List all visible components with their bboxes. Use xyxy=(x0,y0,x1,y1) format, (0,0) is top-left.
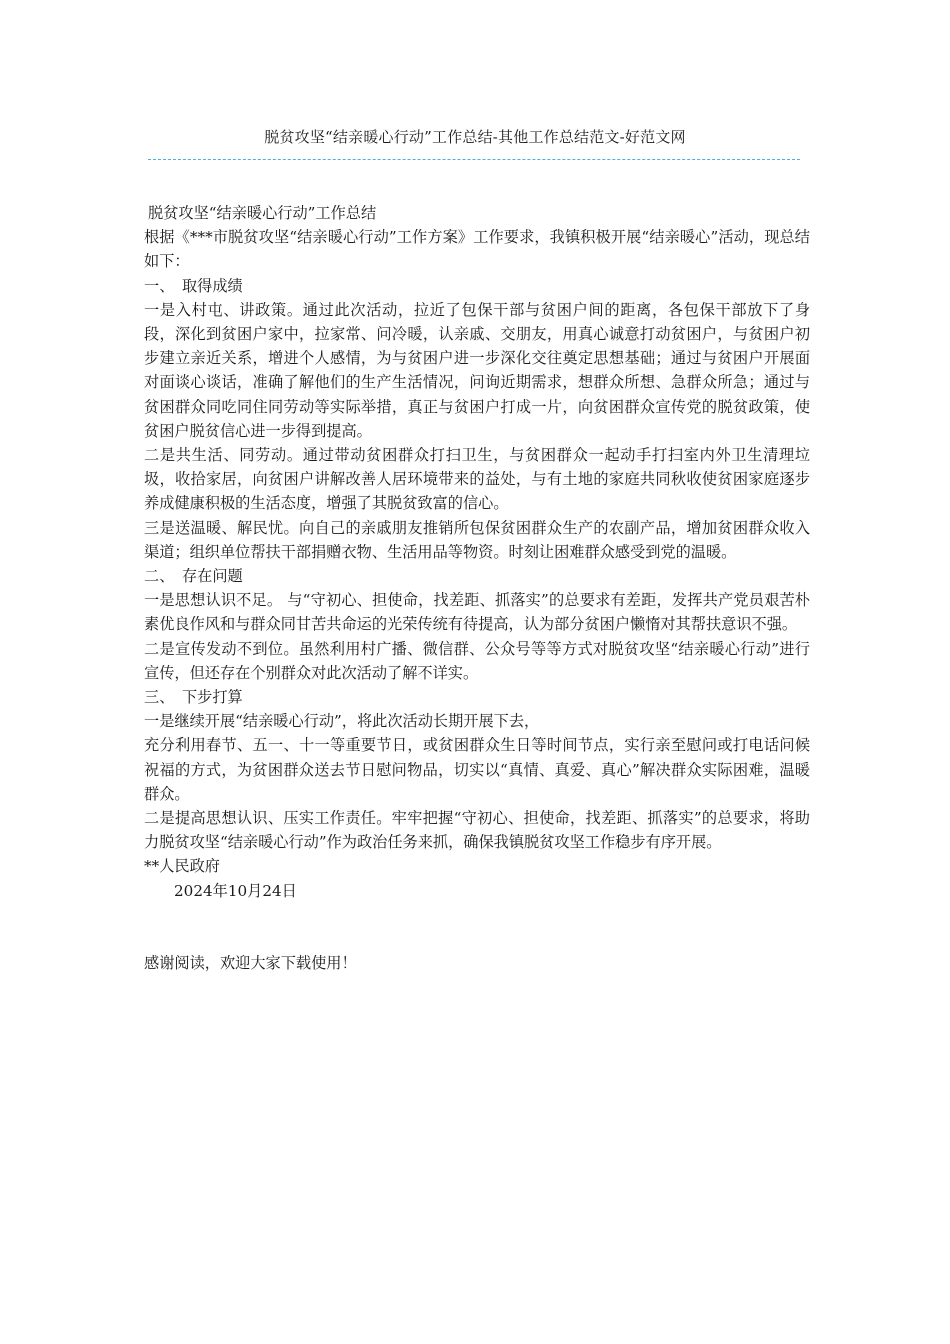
problem-paragraph-2: 二是宣传发动不到位。虽然利用村广播、微信群、公众号等等方式对脱贫攻坚“结亲暖心行动”进行宣传，但还存在个别群众对此次活动了解不详实。 xyxy=(144,639,810,682)
closing-note: 感谢阅读，欢迎大家下载使用！ xyxy=(144,954,357,973)
section-heading-achievements: 一、 取得成绩 xyxy=(144,276,243,295)
achievement-paragraph-3: 三是送温暖、解民忧。向自己的亲戚朋友推销所包保贫困群众生产的农副产品，增加贫困群众收入渠道；组织单位帮扶干部捐赠衣物、生活用品等物资。时刻让困难群众感受到党的温暖。 xyxy=(144,518,810,561)
section-heading-plans: 三、 下步打算 xyxy=(144,688,243,707)
plan-paragraph-1-continued: 充分利用春节、五一、十一等重要节日，或贫困群众生日等时间节点，实行亲至慰问或打电话问候祝福的方式，为贫困群众送去节日慰问物品，切实以“真情、真爱、真心”解决群众实际困难，温暖群众。 xyxy=(144,736,810,803)
plan-paragraph-1: 一是继续开展“结亲暖心行动”，将此次活动长期开展下去， xyxy=(144,712,540,731)
document-title: 脱贫攻坚“结亲暖心行动”工作总结 xyxy=(148,204,377,222)
date-line: 2024年10月24日 xyxy=(174,881,297,900)
problem-paragraph-1: 一是思想认识不足。 与“守初心、担使命，找差距、抓落实”的总要求有差距，发挥共产党员艰苦朴素优良作风和与群众同甘苦共命运的光荣传统有待提高，认为部分贫困户懒惰对其帮扶意识不强。 xyxy=(144,591,810,634)
intro-paragraph: 根据《***市脱贫攻坚“结亲暖心行动”工作方案》工作要求，我镇积极开展“结亲暖心”活动，现总结如下： xyxy=(144,228,810,271)
plan-paragraph-2: 二是提高思想认识、压实工作责任。牢牢把握“守初心、担使命，找差距、抓落实”的总要求，将助力脱贫攻坚“结亲暖心行动”作为政治任务来抓，确保我镇脱贫攻坚工作稳步有序开展。 xyxy=(144,809,810,852)
header-divider xyxy=(148,159,800,160)
achievement-paragraph-2: 二是共生活、同劳动。通过带动贫困群众打扫卫生，与贫困群众一起动手打扫室内外卫生清理垃圾，收拾家居，向贫困户讲解改善人居环境带来的益处，与有土地的家庭共同秋收使贫困家庭逐步养成健康积极的生活态度，增强了其脱贫致富的信心。 xyxy=(144,446,810,513)
document-body xyxy=(144,201,810,975)
section-heading-problems: 二、 存在问题 xyxy=(144,567,243,586)
signature-line: **人民政府 xyxy=(144,857,220,876)
blank-space xyxy=(144,903,810,951)
achievement-paragraph-1: 一是入村屯、讲政策。通过此次活动，拉近了包保干部与贫困户间的距离，各包保干部放下了身段，深化到贫困户家中，拉家常、问冷暖，认亲戚、交朋友，用真心诚意打动贫困户，与贫困户初步建立亲近关系，增进个人感情，为与贫困户进一步深化交往奠定思想基础；通过与贫困户开展面对面谈心谈话，准确了解他们的生产生活情况，问询近期需求，想群众所想、急群众所急；通过与贫困群众同吃同住同劳动等实际举措，真正与贫困户打成一片，向贫困群众宣传党的脱贫政策，使贫困户脱贫信心进一步得到提高。 xyxy=(144,300,810,440)
page-header-title: 脱贫攻坚“结亲暖心行动”工作总结-其他工作总结范文-好范文网 xyxy=(264,128,686,146)
